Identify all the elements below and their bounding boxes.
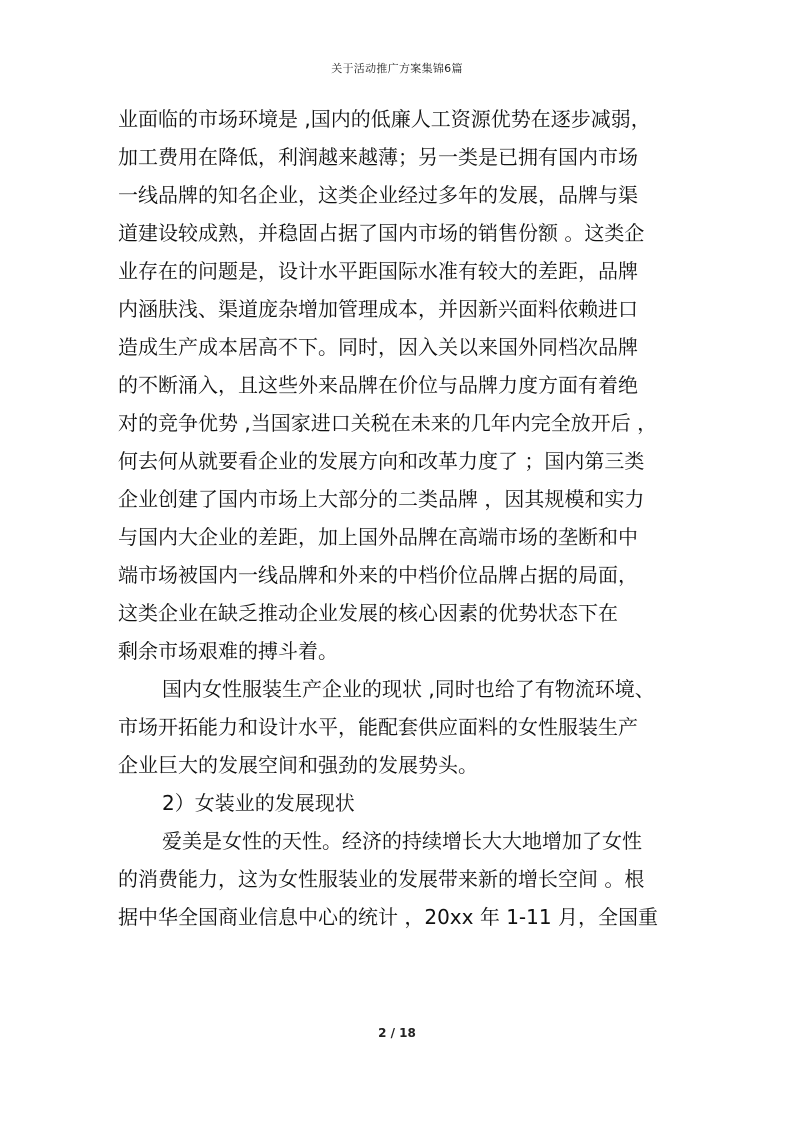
text-line: 加工费用在降低，利润越来越薄；另一类是已拥有国内市场: [118, 145, 638, 169]
text-line: 对的竞争优势 ,当国家进口关税在未来的几年内完全放开后 ，: [118, 411, 658, 435]
text-line: 造成生产成本居高不下。同时，因入关以来国外同档次品牌: [118, 335, 638, 359]
text-line: 业面临的市场环境是 ,国内的低廉人工资源优势在逐步减弱，: [118, 107, 651, 131]
text-line: 内涵肤浅、渠道庞杂增加管理成本，并因新兴面料依赖进口: [118, 297, 638, 321]
text-line: 与国内大企业的差距，加上国外品牌在高端市场的垄断和中: [118, 525, 638, 549]
text-line: 端市场被国内一线品牌和外来的中档价位品牌占据的局面，: [118, 563, 638, 587]
text-line: 企业创建了国内市场上大部分的二类品牌 ，因其规模和实力: [118, 487, 645, 511]
text-line: 企业巨大的发展空间和强劲的发展势头。: [118, 753, 478, 777]
text-line: 何去何从就要看企业的发展方向和改革力度了 ；国内第三类: [118, 449, 645, 473]
text-line: 一线品牌的知名企业，这类企业经过多年的发展，品牌与渠: [118, 183, 638, 207]
paragraph-first-line: 爱美是女性的天性。经济的持续增长大大地增加了女性: [162, 829, 642, 853]
text-line: 据中华全国商业信息中心的统计 ，20xx 年 1-11 月，全国重: [118, 905, 658, 929]
page-header: 关于活动推广方案集锦6篇: [331, 62, 463, 75]
paragraph-first-line: 国内女性服装生产企业的现状 ,同时也给了有物流环境、: [162, 677, 655, 701]
text-line: 的不断涌入，且这些外来品牌在价位与品牌力度方面有着绝: [118, 373, 638, 397]
document-body: [118, 100, 698, 936]
page-number: 2 / 18: [378, 1026, 416, 1040]
text-line: 市场开拓能力和设计水平，能配套供应面料的女性服装生产: [118, 715, 638, 739]
section-heading: 2）女装业的发展现状: [162, 791, 355, 815]
text-line: 剩余市场艰难的搏斗着。: [118, 639, 338, 663]
text-line: 道建设较成熟，并稳固占据了国内市场的销售份额 。这类企: [118, 221, 645, 245]
text-line: 这类企业在缺乏推动企业发展的核心因素的优势状态下在: [118, 601, 618, 625]
text-line: 业存在的问题是，设计水平距国际水准有较大的差距，品牌: [118, 259, 638, 283]
text-line: 的消费能力，这为女性服装业的发展带来新的增长空间 。根: [118, 867, 645, 891]
